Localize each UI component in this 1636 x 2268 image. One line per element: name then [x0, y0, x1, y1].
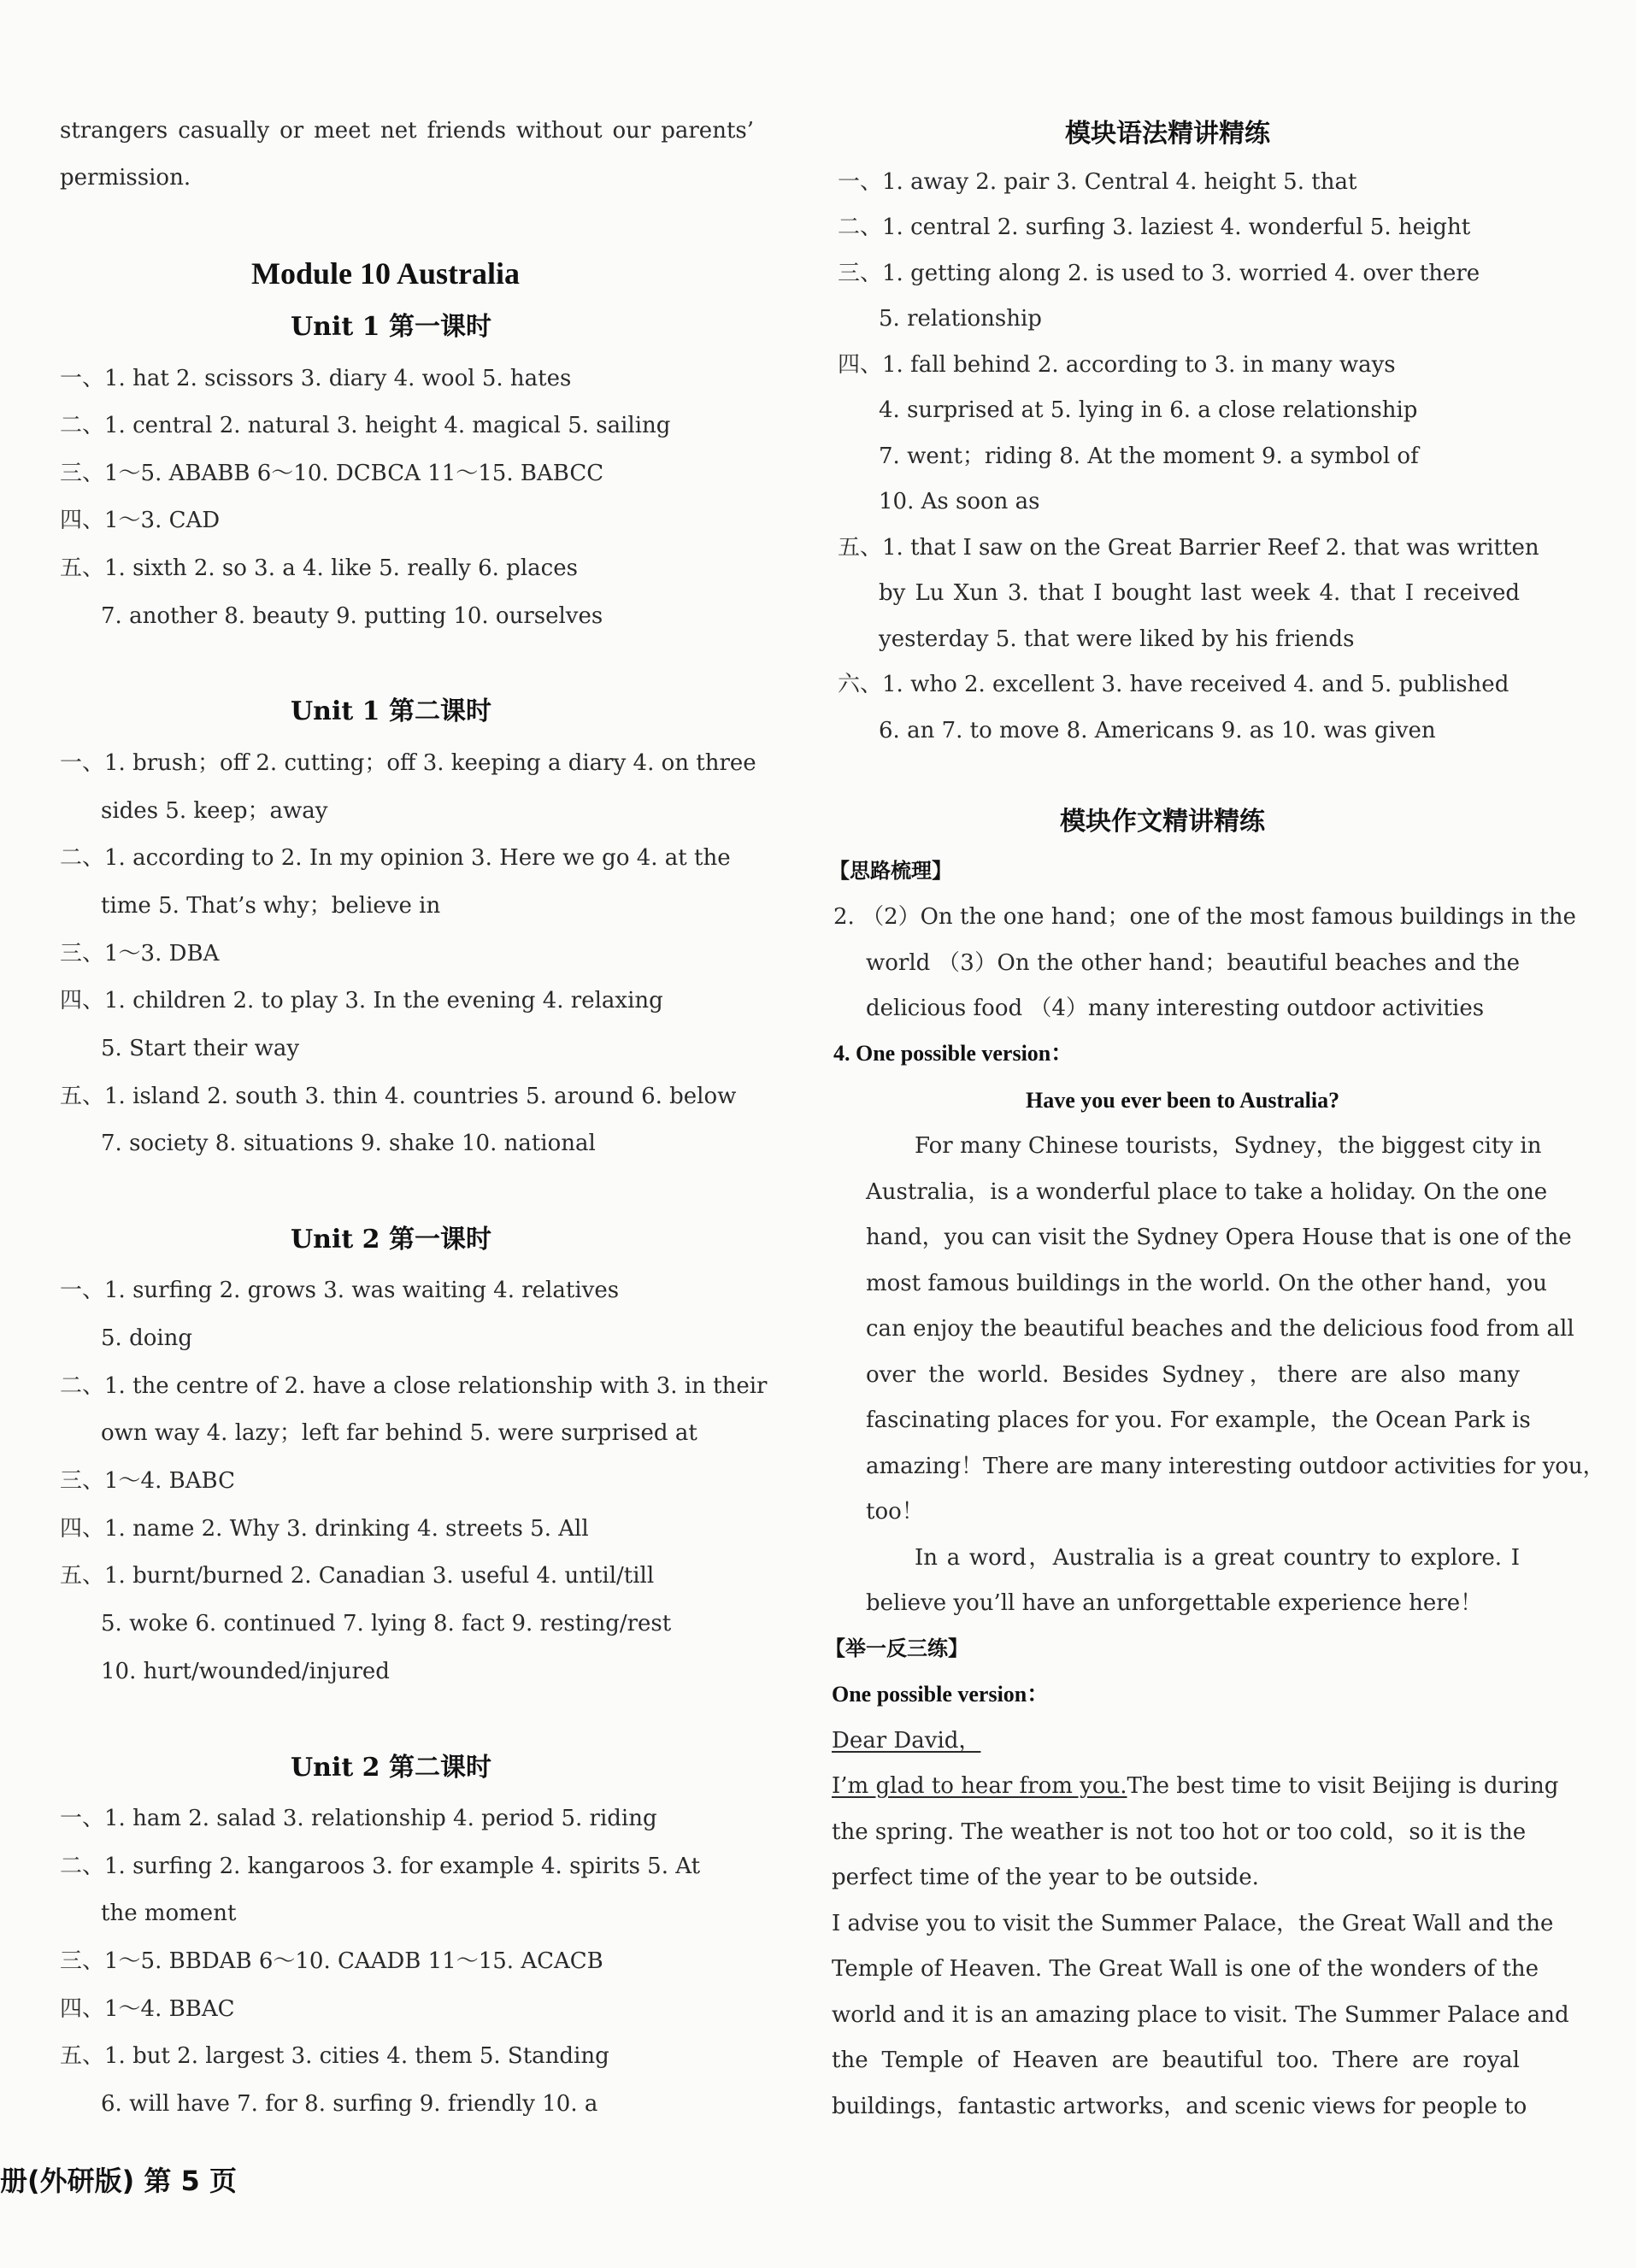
- answer-line: 三、1. getting along 2. is used to 3. worried 4. over there: [838, 261, 1480, 286]
- idea-line: 2. （2）On the one hand；one of the most famous buildings in the: [833, 904, 1576, 930]
- writing-section-title: 模块作文精讲精练: [1060, 807, 1265, 837]
- answer-line: 四、1～3. CAD: [60, 508, 221, 533]
- answer-line: 四、1. name 2. Why 3. drinking 4. streets 5. All: [60, 1516, 589, 1542]
- essay-line: Australia，is a wonderful place to take a holiday. On the one: [866, 1179, 1548, 1205]
- module-title: Module 10 Australia: [251, 256, 521, 291]
- version-label: One possible version：: [832, 1682, 1050, 1707]
- answer-line: 三、1～5. BBDAB 6～10. CAADB 11～15. ACACB: [60, 1948, 603, 1974]
- essay-line: over the world. Besides Sydney，there are also many: [866, 1362, 1520, 1388]
- answer-line: 二、1. according to 2. In my opinion 3. Here we go 4. at the: [60, 845, 731, 871]
- answer-line: 4. surprised at 5. lying in 6. a close relationship: [879, 397, 1418, 423]
- essay-line: believe you’ll have an unforgettable experience here！: [866, 1590, 1483, 1616]
- answer-line: sides 5. keep；away: [101, 798, 328, 824]
- letter-line: the Temple of Heaven are beautiful too. There are royal: [832, 2048, 1520, 2073]
- answer-line: 四、1. children 2. to play 3. In the evening 4. relaxing: [60, 988, 663, 1014]
- answer-line: 二、1. the centre of 2. have a close relationship with 3. in their: [60, 1373, 768, 1399]
- section-title: Unit 1 第二课时: [291, 696, 491, 726]
- essay-title: Have you ever been to Australia?: [1026, 1088, 1340, 1113]
- answer-line: 五、1. but 2. largest 3. cities 4. them 5. Standing: [60, 2043, 609, 2069]
- letter-line: Temple of Heaven. The Great Wall is one of the wonders of the: [832, 1956, 1539, 1982]
- grammar-section-title: 模块语法精讲精练: [1065, 119, 1270, 149]
- idea-line: delicious food （4）many interesting outdoor activities: [866, 996, 1485, 1021]
- answer-line: 二、1. surfing 2. kangaroos 3. for example 4. spirits 5. At: [60, 1854, 701, 1879]
- answer-line: the moment: [101, 1901, 237, 1926]
- answer-line: 五、1. island 2. south 3. thin 4. countries 5. around 6. below: [60, 1084, 737, 1109]
- answer-line: 5. Start their way: [101, 1036, 300, 1061]
- answer-line: 5. doing: [101, 1325, 193, 1351]
- essay-line: most famous buildings in the world. On the other hand，you: [866, 1271, 1547, 1296]
- answer-line: 三、1～5. ABABB 6～10. DCBCA 11～15. BABCC: [60, 461, 604, 486]
- letter-line: [832, 1773, 1559, 1799]
- letter-line: buildings，fantastic artworks，and scenic views for people to: [832, 2094, 1527, 2119]
- answer-line: time 5. That’s why；believe in: [101, 893, 441, 919]
- essay-line: too！: [866, 1499, 924, 1525]
- idea-tag: 【思路梳理】: [829, 859, 952, 883]
- letter-line: the spring. The weather is not too hot or too cold，so it is the: [832, 1819, 1527, 1845]
- essay-line: For many Chinese tourists，Sydney，the biggest city in: [915, 1133, 1542, 1159]
- answer-line: 六、1. who 2. excellent 3. have received 4. and 5. published: [838, 672, 1509, 697]
- intro-line: strangers casually or meet net friends without our parents’: [60, 118, 754, 144]
- answer-line: 10. hurt/wounded/injured: [101, 1659, 390, 1684]
- idea-line: world （3）On the other hand；beautiful beaches and the: [866, 950, 1520, 976]
- section-title: Unit 1 第一课时: [291, 312, 491, 342]
- answer-line: 三、1～3. DBA: [60, 941, 220, 967]
- answer-line: 5. relationship: [879, 306, 1042, 332]
- answer-line: 5. woke 6. continued 7. lying 8. fact 9. resting/rest: [101, 1611, 672, 1636]
- letter-line: I advise you to visit the Summer Palace，the Great Wall and the: [832, 1911, 1554, 1936]
- answer-line: 一、1. ham 2. salad 3. relationship 4. period 5. riding: [60, 1806, 657, 1831]
- answer-line: by Lu Xun 3. that I bought last week 4. that I received: [879, 580, 1520, 606]
- answer-line: 7. went；riding 8. At the moment 9. a symbol of: [879, 444, 1419, 469]
- answer-line: 一、1. away 2. pair 3. Central 4. height 5. that: [838, 169, 1357, 195]
- practice-tag: 【举一反三练】: [825, 1636, 968, 1660]
- essay-line: can enjoy the beautiful beaches and the delicious food from all: [866, 1316, 1574, 1342]
- answer-line: 三、1～4. BABC: [60, 1468, 235, 1494]
- letter-line: world and it is an amazing place to visit. The Summer Palace and: [832, 2002, 1569, 2028]
- essay-line: fascinating places for you. For example，the Ocean Park is: [866, 1407, 1531, 1433]
- answer-line: 五、1. that I saw on the Great Barrier Reef 2. that was written: [838, 535, 1539, 561]
- answer-line: 10. As soon as: [879, 489, 1040, 514]
- essay-line: amazing！There are many interesting outdoor activities for you，: [866, 1454, 1605, 1479]
- answer-line: 五、1. sixth 2. so 3. a 4. like 5. really 6. places: [60, 555, 578, 581]
- answer-line: 二、1. central 2. surfing 3. laziest 4. wonderful 5. height: [838, 214, 1471, 240]
- letter-first-rest: The best time to visit Beijing is during: [1127, 1773, 1559, 1799]
- answer-line: 6. an 7. to move 8. Americans 9. as 10. was given: [879, 718, 1436, 743]
- answer-line: 一、1. brush；off 2. cutting；off 3. keeping a diary 4. on three: [60, 750, 756, 776]
- answer-line: 7. society 8. situations 9. shake 10. national: [101, 1131, 596, 1156]
- letter-greeting: Dear David，: [832, 1728, 981, 1754]
- essay-line: hand，you can visit the Sydney Opera House that is one of the: [866, 1225, 1572, 1250]
- answer-line: 7. another 8. beauty 9. putting 10. ourselves: [101, 603, 603, 629]
- answer-line: yesterday 5. that were liked by his friends: [879, 626, 1355, 652]
- answer-line: 四、1. fall behind 2. according to 3. in many ways: [838, 352, 1396, 378]
- intro-line: permission.: [60, 165, 191, 191]
- section-title: Unit 2 第一课时: [291, 1225, 491, 1254]
- answer-line: 四、1～4. BBAC: [60, 1996, 235, 2022]
- page-footer: 册(外研版) 第 5 页: [0, 2165, 237, 2197]
- answer-line: 一、1. surfing 2. grows 3. was waiting 4. relatives: [60, 1278, 620, 1303]
- version-label: 4. One possible version：: [833, 1041, 1074, 1066]
- answer-line: own way 4. lazy；left far behind 5. were surprised at: [101, 1420, 697, 1446]
- letter-first-sentence: I’m glad to hear from you.: [832, 1773, 1127, 1799]
- letter-line: perfect time of the year to be outside.: [832, 1865, 1259, 1890]
- answer-line: 一、1. hat 2. scissors 3. diary 4. wool 5. hates: [60, 366, 572, 391]
- answer-line: 五、1. burnt/burned 2. Canadian 3. useful 4. until/till: [60, 1563, 655, 1589]
- answer-line: 6. will have 7. for 8. surfing 9. friendly 10. a: [101, 2091, 598, 2117]
- answer-line: 二、1. central 2. natural 3. height 4. magical 5. sailing: [60, 413, 671, 438]
- essay-line: In a word，Australia is a great country to explore. I: [915, 1545, 1520, 1571]
- section-title: Unit 2 第二课时: [291, 1753, 491, 1783]
